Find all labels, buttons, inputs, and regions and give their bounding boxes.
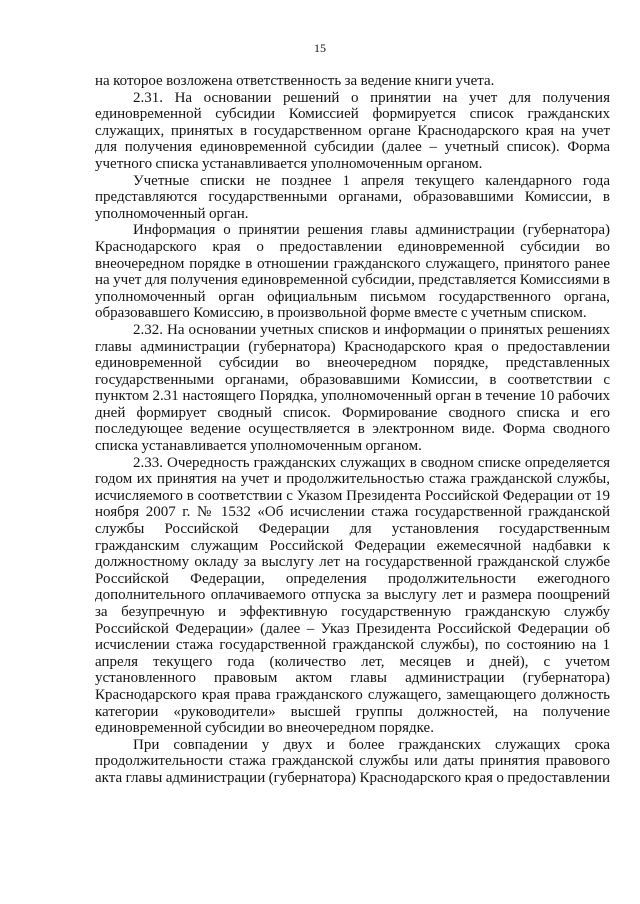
page-number: 15 [314, 41, 326, 55]
paragraph-coincidence: При совпадении у двух и более гражданских служащих срока продолжительности стажа гражданской службы или даты принятия правового акта главы администрации (губернатора) Краснодарского края о предоставлении [95, 736, 611, 786]
paragraph-lists-deadline: Учетные списки не позднее 1 апреля текущего календарного года представляются государственными органами, образовавшими Комиссии, в уполномоченный орган. [95, 172, 610, 222]
paragraph-governor-decision-info: Информация о принятии решения главы администрации (губернатора) Краснодарского края о предоставлении единовременной субсидии во внеочередном порядке в отношении гражданского служащего, принятого ранее на учет для получения единовременной субсидии, представляется Комиссиями в уполномоченный орган официальным письмом государственного органа, образовавшего Комиссию, в произвольной форме вместе с учетным списком. [95, 222, 610, 322]
paragraph-2-33: 2.33. Очередность гражданских служащих в сводном списке определяется годом их принятия на учет и продолжительностью стажа гражданской службы, исчисляемого в соответствии с Указом Президента Российской Федерации от 19 ноября 2007 г. № 1532 «Об исчислении стажа государственной гражданской службы Российской Федерации для установления государственным гражданским служащим Российской Федерации ежемесячной надбавки к должностному окладу за выслугу лет на государственной гражданской службе Российской Федерации, определения продолжительности ежегодного дополнительного оплачиваемого отпуска за выслугу лет и размера поощрений за безупречную и эффективную государственную гражданскую службу Российской Федерации» (далее – Указ Президента Российской Федерации об исчислении стажа государственной гражданской службы), по состоянию на 1 апреля текущего года (количество лет, месяцев и дней), с учетом установленного правовым актом главы администрации (губернатора) Краснодарского края права гражданского служащего, замещающего должность категории «руководители» высшей группы должностей, на получение единовременной субсидии во внеочередном порядке. [95, 454, 610, 737]
paragraph-2-32: 2.32. На основании учетных списков и информации о принятых решениях главы администрации (губернатора) Краснодарского края о предоставлении единовременной субсидии во внеочередном порядке, представленных государственными органами, образовавшими Комиссии, в соответствии с пунктом 2.31 настоящего Порядка, уполномоченный орган в течение 10 рабочих дней формирует сводный список. Формирование сводного списка и его последующее ведение осуществляется в электронном виде. Форма сводного списка устанавливается уполномоченным органом. [95, 321, 610, 455]
paragraph-continuation: на которое возложена ответственность за ведение книги учета. [95, 73, 495, 89]
document-body [95, 73, 610, 787]
paragraph-2-31: 2.31. На основании решений о принятии на учет для получения единовременной субсидии Комиссией формируется список гражданских служащих, принятых в государственном органе Краснодарского края на учет для получения единовременной субсидии (далее – учетный список). Форма учетного списка устанавливается уполномоченным органом. [95, 89, 610, 172]
